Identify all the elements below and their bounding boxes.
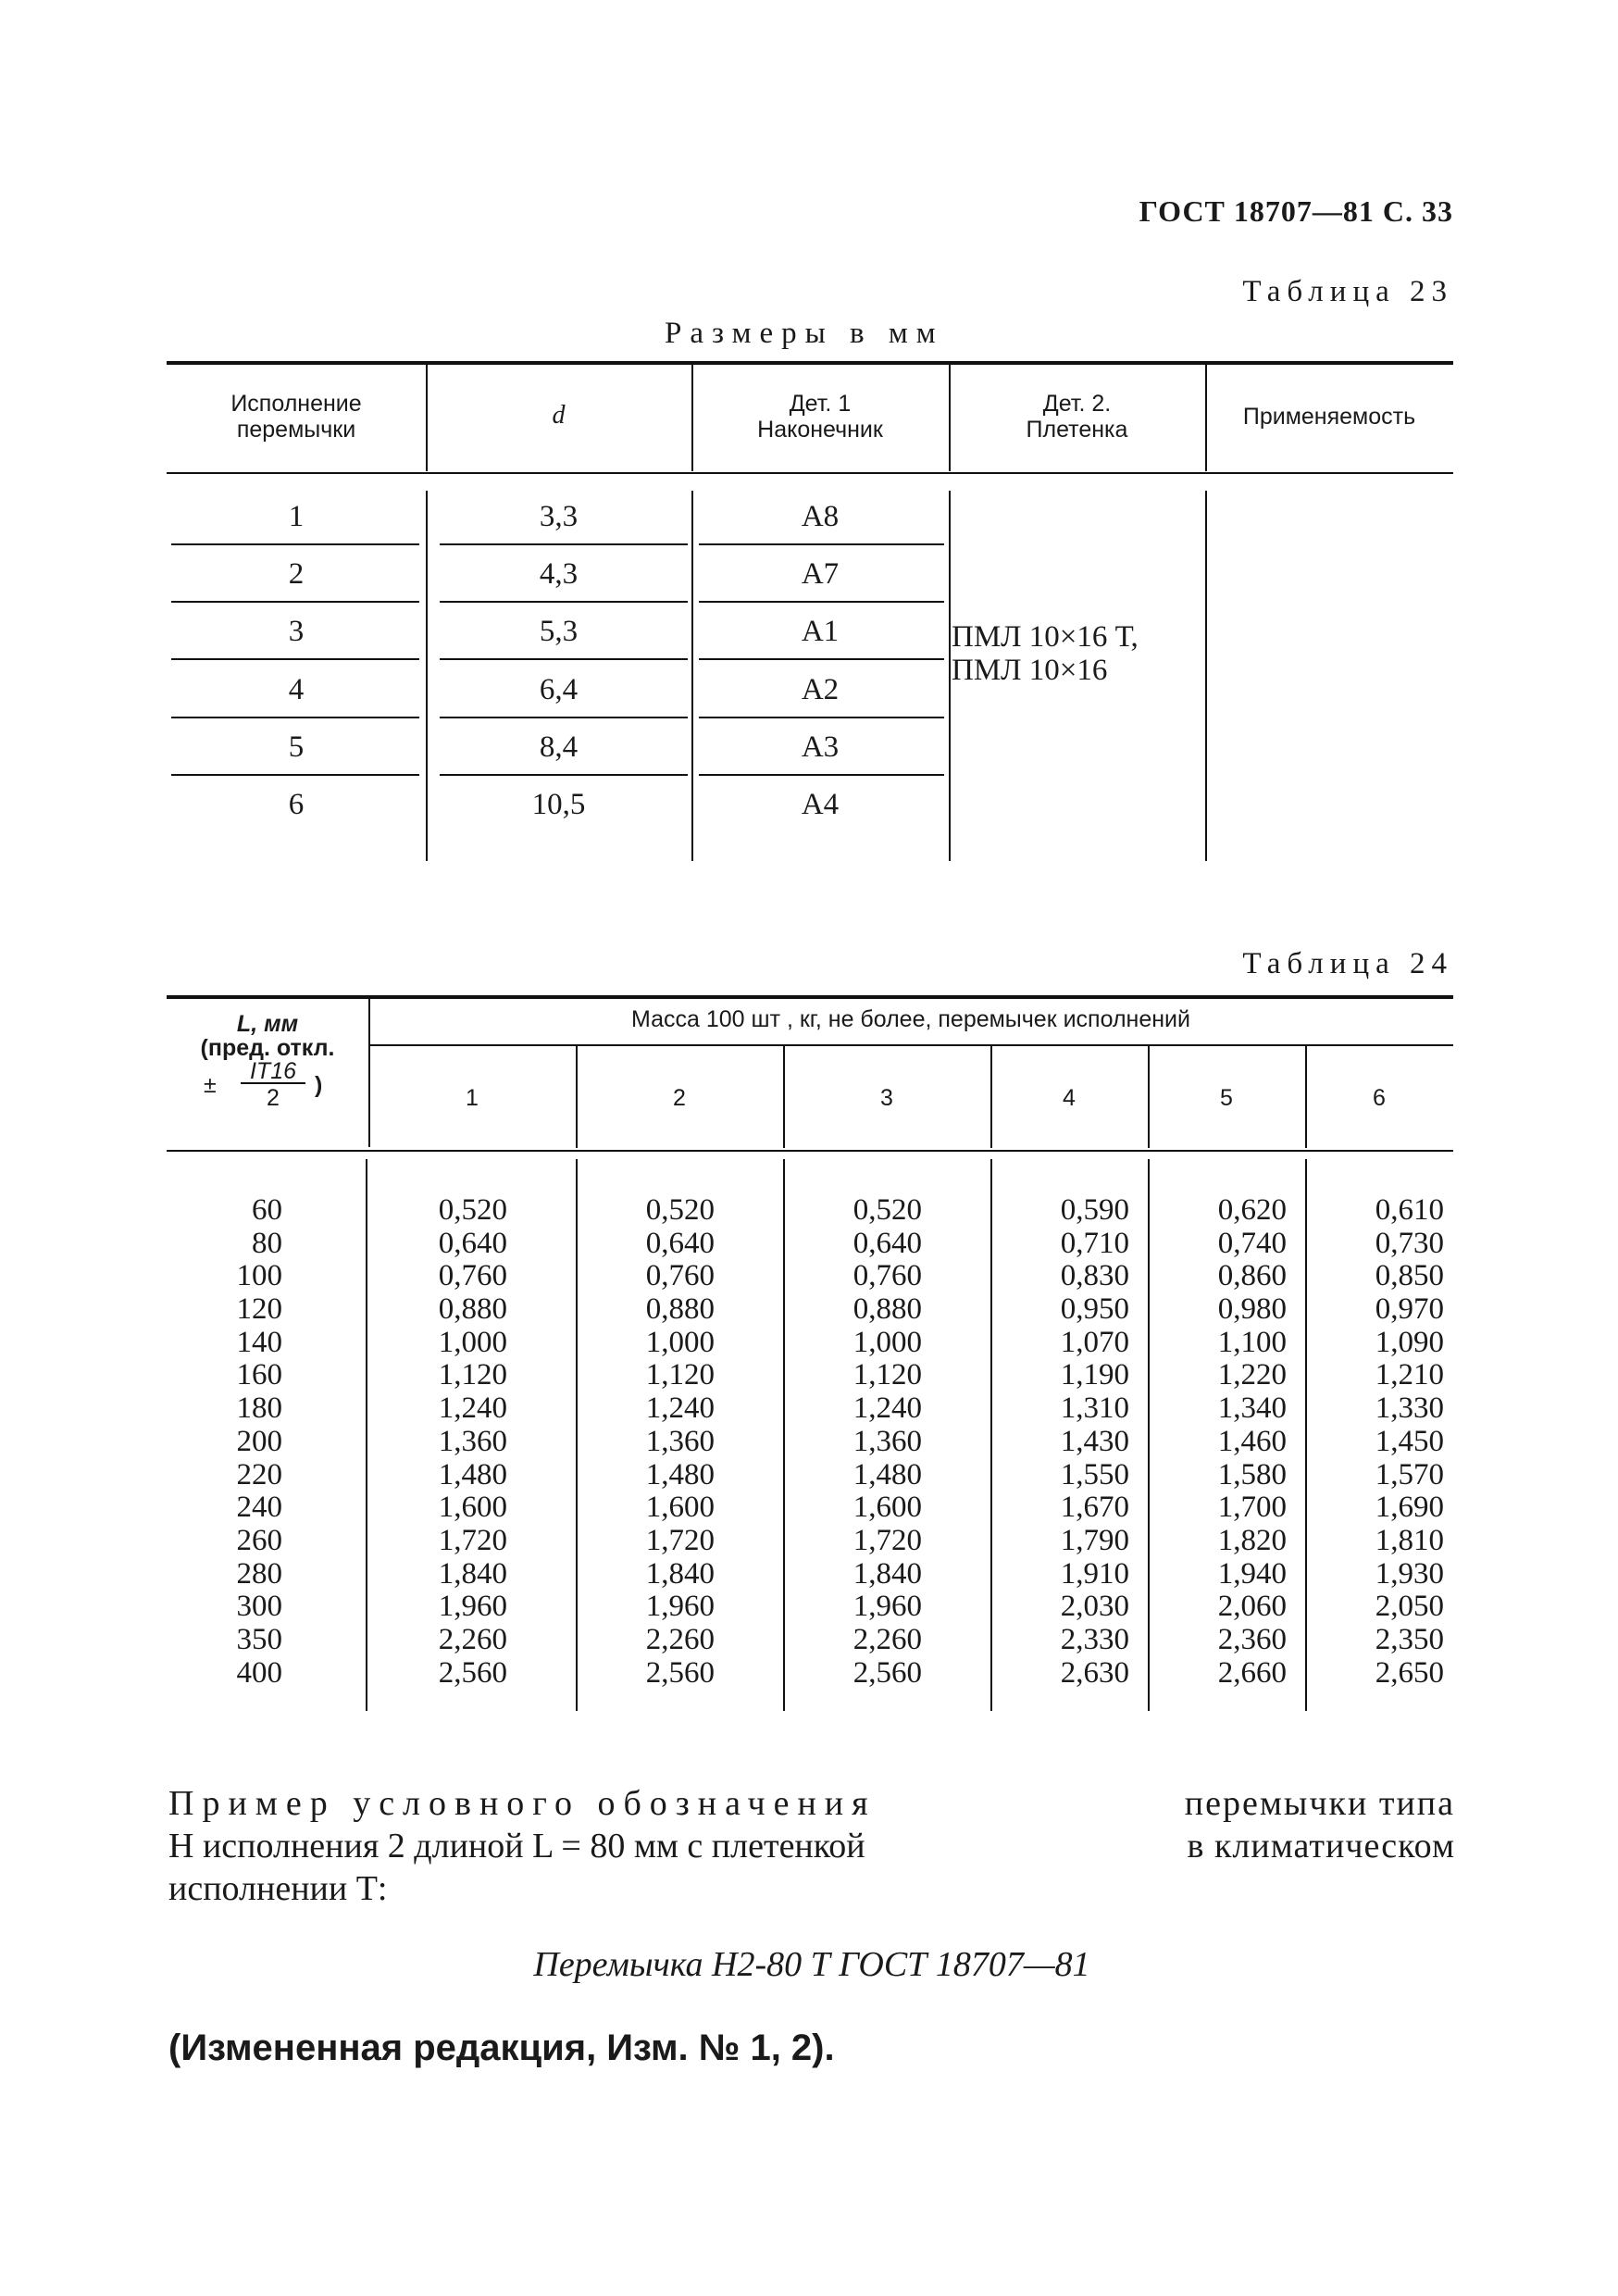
mass-cell: 1,220: [1217, 1358, 1287, 1392]
mass-cell: 0,610: [1375, 1193, 1444, 1227]
length-cell: 220: [236, 1457, 282, 1491]
mass-cell: 1,700: [1217, 1491, 1287, 1525]
mass-cell: 2,560: [438, 1655, 507, 1690]
mass-cell: 1,310: [1060, 1391, 1129, 1426]
mass-cell: 0,760: [853, 1259, 922, 1293]
mass-cell: 0,860: [1217, 1259, 1287, 1293]
mass-cell: 2,260: [853, 1622, 922, 1656]
mass-cell: 1,720: [645, 1523, 715, 1557]
row-d: 10,5: [531, 788, 586, 821]
example-paragraph: Пример условного обозначения перемычки типа Н исполнения 2 длиной L = 80 мм с плетенкой в климатическом исполнении Т:: [168, 1784, 1455, 1908]
mass-cell: 2,630: [1060, 1655, 1129, 1690]
mass-cell: 0,880: [853, 1292, 922, 1327]
row-d: 5,3: [539, 615, 579, 648]
row-tip: А2: [801, 673, 840, 706]
mass-cell: 1,840: [853, 1556, 922, 1591]
mass-cell: 1,360: [853, 1424, 922, 1458]
row-tip: А1: [801, 615, 840, 648]
mass-cell: 0,830: [1060, 1259, 1129, 1293]
length-cell: 80: [252, 1226, 282, 1260]
braid-value: ПМЛ 10×16 Т, ПМЛ 10×16: [952, 620, 1139, 687]
length-cell: 280: [236, 1556, 282, 1591]
row-variant: 4: [288, 673, 305, 706]
row-variant: 1: [288, 500, 305, 533]
mass-cell: 1,240: [438, 1391, 507, 1426]
mass-cell: 1,090: [1375, 1325, 1444, 1359]
mass-cell: 1,330: [1375, 1391, 1444, 1426]
mass-cell: 1,120: [853, 1358, 922, 1392]
length-cell: 100: [236, 1259, 282, 1293]
mass-cell: 1,210: [1375, 1358, 1444, 1392]
mass-column-6: [1305, 1194, 1444, 1690]
length-cell: 240: [236, 1491, 282, 1525]
mass-cell: 1,600: [438, 1491, 507, 1525]
mass-cell: 1,580: [1217, 1457, 1287, 1491]
length-column: [143, 1194, 282, 1690]
mass-cell: 1,070: [1060, 1325, 1129, 1359]
length-cell: 160: [236, 1358, 282, 1392]
mass-cell: 1,960: [438, 1590, 507, 1624]
mass-cell: 0,730: [1375, 1226, 1444, 1260]
mass-cell: 1,550: [1060, 1457, 1129, 1491]
header-d: d: [552, 401, 566, 430]
header-variant-1: 1: [466, 1085, 479, 1111]
mass-cell: 1,360: [645, 1424, 715, 1458]
mass-cell: 0,970: [1375, 1292, 1444, 1327]
mass-cell: 1,840: [645, 1556, 715, 1591]
mass-cell: 2,350: [1375, 1622, 1444, 1656]
row-variant: 2: [288, 557, 305, 591]
row-variant: 6: [288, 788, 305, 821]
designation-example: Перемычка Н2-80 Т ГОСТ 18707—81: [533, 1945, 1090, 1984]
mass-cell: 0,850: [1375, 1259, 1444, 1293]
mass-cell: 1,940: [1217, 1556, 1287, 1591]
mass-cell: 2,050: [1375, 1590, 1444, 1624]
mass-cell: 1,600: [645, 1491, 715, 1525]
row-variant: 3: [288, 615, 305, 648]
length-cell: 300: [236, 1590, 282, 1624]
mass-column-5: [1148, 1194, 1287, 1690]
header-variant-3: 3: [880, 1085, 893, 1111]
length-cell: 180: [236, 1391, 282, 1426]
mass-cell: 1,480: [438, 1457, 507, 1491]
row-tip: А8: [801, 500, 840, 533]
mass-column-3: [783, 1194, 922, 1690]
mass-cell: 0,760: [438, 1259, 507, 1293]
header-tip: Дет. 1 Наконечник: [757, 391, 883, 443]
mass-cell: 2,030: [1060, 1590, 1129, 1624]
row-tip: А3: [801, 730, 840, 764]
mass-cell: 1,790: [1060, 1523, 1129, 1557]
mass-cell: 1,960: [853, 1590, 922, 1624]
mass-cell: 1,000: [438, 1325, 507, 1359]
mass-cell: 2,650: [1375, 1655, 1444, 1690]
mass-cell: 2,330: [1060, 1622, 1129, 1656]
length-cell: 200: [236, 1424, 282, 1458]
header-variant-2: 2: [673, 1085, 686, 1111]
mass-cell: 0,880: [645, 1292, 715, 1327]
mass-cell: 1,670: [1060, 1491, 1129, 1525]
mass-cell: 2,260: [645, 1622, 715, 1656]
mass-cell: 1,720: [853, 1523, 922, 1557]
length-cell: 140: [236, 1325, 282, 1359]
mass-cell: 0,520: [853, 1193, 922, 1227]
mass-cell: 0,640: [645, 1226, 715, 1260]
mass-cell: 1,690: [1375, 1491, 1444, 1525]
mass-cell: 1,460: [1217, 1424, 1287, 1458]
mass-cell: 0,520: [645, 1193, 715, 1227]
mass-cell: 0,590: [1060, 1193, 1129, 1227]
mass-cell: 1,430: [1060, 1424, 1129, 1458]
mass-cell: 1,340: [1217, 1391, 1287, 1426]
mass-cell: 1,000: [853, 1325, 922, 1359]
mass-cell: 0,980: [1217, 1292, 1287, 1327]
mass-cell: 1,960: [645, 1590, 715, 1624]
mass-cell: 1,820: [1217, 1523, 1287, 1557]
mass-cell: 0,740: [1217, 1226, 1287, 1260]
header-variant-6: 6: [1373, 1085, 1386, 1111]
mass-cell: 1,480: [645, 1457, 715, 1491]
header-variant-5: 5: [1220, 1085, 1233, 1111]
mass-column-2: [576, 1194, 715, 1690]
mass-cell: 0,620: [1217, 1193, 1287, 1227]
row-tip: А7: [801, 557, 840, 591]
row-d: 6,4: [539, 673, 579, 706]
table-23: [167, 361, 1453, 880]
length-cell: 400: [236, 1655, 282, 1690]
mass-cell: 2,260: [438, 1622, 507, 1656]
mass-cell: 1,450: [1375, 1424, 1444, 1458]
row-d: 8,4: [539, 730, 579, 764]
mass-cell: 1,930: [1375, 1556, 1444, 1591]
row-tip: А4: [801, 788, 840, 821]
mass-cell: 1,360: [438, 1424, 507, 1458]
table23-caption: Таблица 23: [1242, 275, 1453, 308]
header-variant-4: 4: [1063, 1085, 1076, 1111]
mass-cell: 0,640: [853, 1226, 922, 1260]
mass-cell: 1,190: [1060, 1358, 1129, 1392]
mass-cell: 1,100: [1217, 1325, 1287, 1359]
mass-cell: 0,640: [438, 1226, 507, 1260]
mass-cell: 1,570: [1375, 1457, 1444, 1491]
header-braid: Дет. 2. Плетенка: [1026, 391, 1128, 443]
mass-cell: 1,720: [438, 1523, 507, 1557]
length-cell: 350: [236, 1622, 282, 1656]
mass-cell: 1,240: [853, 1391, 922, 1426]
mass-cell: 0,950: [1060, 1292, 1129, 1327]
header-variant: Исполнение перемычки: [230, 391, 362, 443]
length-cell: 260: [236, 1523, 282, 1557]
mass-cell: 2,660: [1217, 1655, 1287, 1690]
mass-cell: 1,120: [438, 1358, 507, 1392]
mass-cell: 2,560: [645, 1655, 715, 1690]
length-cell: 60: [252, 1193, 282, 1227]
length-cell: 120: [236, 1292, 282, 1327]
mass-cell: 1,910: [1060, 1556, 1129, 1591]
amendment-note: (Измененная редакция, Изм. № 1, 2).: [168, 2028, 835, 2068]
mass-cell: 1,810: [1375, 1523, 1444, 1557]
table24-caption: Таблица 24: [1242, 947, 1453, 980]
mass-cell: 1,600: [853, 1491, 922, 1525]
mass-cell: 1,240: [645, 1391, 715, 1426]
row-variant: 5: [288, 730, 305, 764]
mass-cell: 2,360: [1217, 1622, 1287, 1656]
mass-cell: 0,520: [438, 1193, 507, 1227]
header-length: L, мм (пред. откл. ± IT16 2 ): [200, 1011, 335, 1111]
mass-cell: 1,480: [853, 1457, 922, 1491]
mass-cell: 2,560: [853, 1655, 922, 1690]
mass-cell: 1,000: [645, 1325, 715, 1359]
mass-cell: 1,840: [438, 1556, 507, 1591]
page-header: ГОСТ 18707—81 С. 33: [1139, 194, 1453, 228]
row-d: 4,3: [539, 557, 579, 591]
mass-cell: 1,120: [645, 1358, 715, 1392]
row-d: 3,3: [539, 500, 579, 533]
header-mass: Масса 100 шт , кг, не более, перемычек исполнений: [631, 1006, 1190, 1032]
mass-column-1: [368, 1194, 507, 1690]
table23-units: Размеры в мм: [665, 317, 944, 350]
mass-column-4: [990, 1194, 1129, 1690]
header-usage: Применяемость: [1242, 404, 1416, 430]
mass-cell: 0,760: [645, 1259, 715, 1293]
mass-cell: 2,060: [1217, 1590, 1287, 1624]
mass-cell: 0,710: [1060, 1226, 1129, 1260]
mass-cell: 0,880: [438, 1292, 507, 1327]
